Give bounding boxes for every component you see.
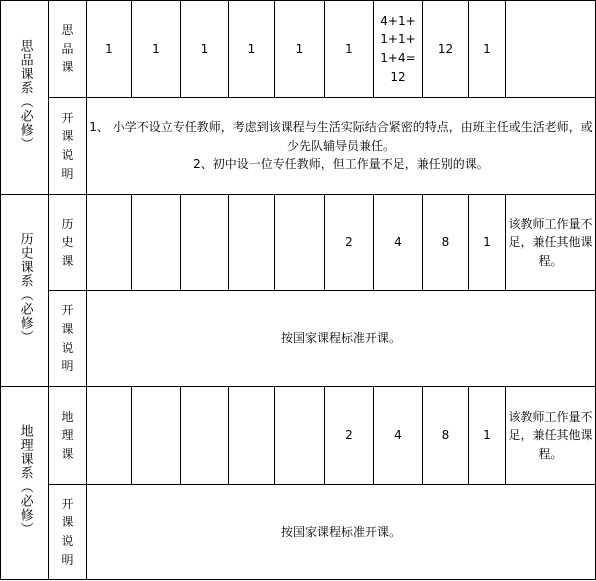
note-line: 1、 小学不设立专任教师，考虑到该课程与生活实际结合紧密的特点，由班主任或生活老师，或少先队辅导员兼任。 (89, 120, 593, 153)
course-row (1, 387, 596, 485)
note-cell (87, 291, 596, 387)
section-title-text: 思品课系（必修） (17, 38, 33, 151)
value-cell: 2 (325, 195, 374, 291)
calc-cell: 4 (374, 387, 423, 485)
note-label-char: 课 (61, 129, 74, 144)
note-label-char: 说 (61, 340, 74, 355)
value-cell: 1 (275, 1, 325, 98)
note-label-char: 说 (61, 534, 74, 548)
course-name-char: 理 (61, 428, 74, 443)
total-cell: 8 (423, 195, 469, 291)
calc-line: 1+1+ (380, 32, 416, 47)
value-cell (275, 195, 325, 291)
value-cell: 1 (181, 1, 229, 98)
remark-cell: 该教师工作量不足，兼任其他课程。 (506, 387, 596, 485)
course-name-char: 品 (61, 41, 74, 56)
course-name-char: 史 (61, 235, 74, 250)
remark-cell: 该教师工作量不足，兼任其他课程。 (506, 195, 596, 291)
value-cell (87, 195, 132, 291)
course-name-cell (49, 1, 87, 98)
value-cell: 1 (87, 1, 132, 98)
note-label-cell (49, 291, 87, 387)
calc-line: 4+1+ (380, 13, 416, 28)
value-cell: 2 (325, 387, 374, 485)
value-cell (132, 195, 181, 291)
note-label-char: 明 (61, 166, 74, 181)
note-label-cell (49, 98, 87, 195)
note-cell (87, 485, 596, 580)
total-cell: 8 (423, 387, 469, 485)
note-cell (87, 98, 596, 195)
count-cell: 1 (469, 387, 506, 485)
value-cell: 1 (325, 1, 374, 98)
course-name-char: 课 (61, 253, 74, 268)
calc-line: 1+4= (380, 51, 416, 65)
note-label-char: 开 (61, 303, 74, 318)
note-label-char: 课 (61, 321, 74, 336)
course-name-cell (49, 195, 87, 291)
course-name-char: 历 (61, 216, 74, 231)
section-title-text: 历史课系（必修） (17, 231, 33, 344)
note-line: 2、初中设一位专任教师，但工作量不足，兼任别的课。 (193, 157, 489, 172)
course-name-char: 课 (61, 60, 74, 75)
note-label-char: 明 (61, 359, 74, 374)
section-title (1, 195, 49, 387)
value-cell (229, 195, 275, 291)
note-label-char: 开 (61, 110, 74, 125)
section-title (1, 1, 49, 195)
note-row (1, 98, 596, 195)
value-cell: 1 (132, 1, 181, 98)
note-row (1, 485, 596, 580)
calc-line: 12 (390, 69, 406, 84)
value-cell (229, 387, 275, 485)
calc-cell: 4 (374, 195, 423, 291)
count-cell: 1 (469, 195, 506, 291)
course-name-char: 思 (61, 23, 74, 38)
note-line: 按国家课程标准开课。 (280, 524, 401, 539)
course-name-char: 课 (61, 446, 74, 461)
note-label-char: 课 (61, 515, 74, 530)
course-row (1, 1, 596, 98)
value-cell (275, 387, 325, 485)
section-title-text: 地理课系（必修） (17, 424, 33, 537)
section-title (1, 387, 49, 580)
course-row (1, 195, 596, 291)
note-line: 按国家课程标准开课。 (280, 331, 401, 346)
course-name-char: 地 (61, 409, 74, 424)
note-label-char: 开 (61, 496, 74, 511)
value-cell: 1 (229, 1, 275, 98)
note-row (1, 291, 596, 387)
value-cell (87, 387, 132, 485)
course-name-cell (49, 387, 87, 485)
remark-cell (506, 1, 596, 98)
value-cell (181, 387, 229, 485)
note-label-char: 明 (61, 552, 74, 567)
total-cell: 12 (423, 1, 469, 98)
note-label-char: 说 (61, 148, 74, 162)
note-label-cell (49, 485, 87, 580)
calc-cell (374, 1, 423, 98)
count-cell: 1 (469, 1, 506, 98)
value-cell (132, 387, 181, 485)
value-cell (181, 195, 229, 291)
